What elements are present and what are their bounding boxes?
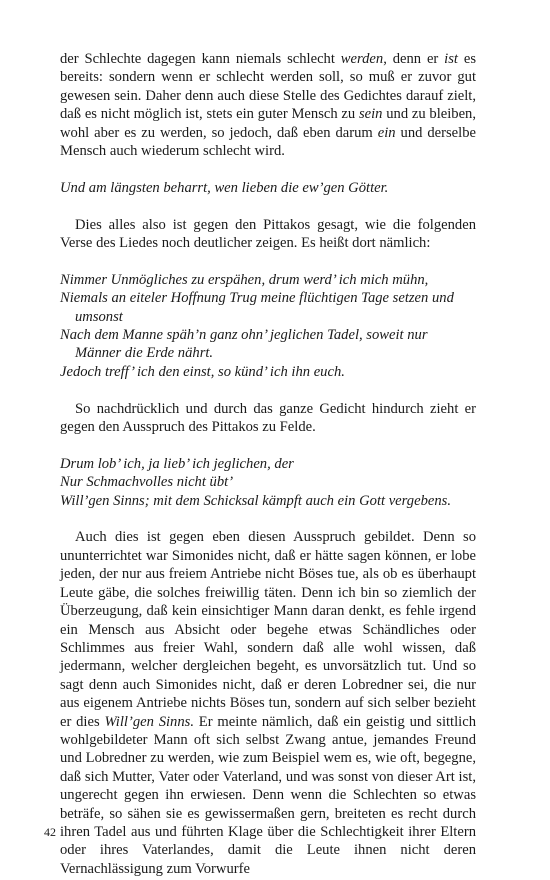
text-run: es bereits: sondern wenn er schlecht werden soll, so muß er zuvor gut gewesen sein. Daher denn auch diese Stelle des Gedichtes darauf zielt, daß es nicht möglich ist, stets ein guter Mensch zu — [60, 51, 476, 123]
spacer — [60, 197, 476, 215]
text-run: Er meinte nämlich, daß ein geistig und sittlich wohlgebildeter Mann oft sich selbst Zwang antue, jemandes Freund und Lobredner zu werden, wie zum Beispiel wem es, wie oft, begegne, daß sich Mutter, Vater oder Vaterland, und was sonst von dieser Art ist, ungerecht gegen ihn erwiesen. Denn wenn die Schlechten so etwas beträfe, so sähen sie es gewissermaßen gern, breiteten es recht durch ihren Tadel aus und führten Klage über die Schlechtigkeit ihrer Eltern oder ihres Vaterlandes, damit die Leute ihnen nicht deren Vernachlässigung zum Vorwurfe — [60, 713, 476, 877]
paragraph-1 — [60, 50, 476, 160]
verse-line: Drum lob’ ich, ja lieb’ ich jeglichen, der — [60, 455, 294, 472]
paragraph-3 — [60, 400, 476, 437]
spacer — [60, 160, 476, 178]
verse-line: Und am längsten beharrt, wen lieben die ew’gen Götter. — [60, 179, 389, 196]
verse-line: Will’gen Sinns; mit dem Schicksal kämpft auch ein Gott vergebens. — [60, 492, 451, 509]
italic-run: ist — [444, 51, 458, 67]
text-run: So nachdrücklich und durch das ganze Gedicht hindurch zieht er gegen den Ausspruch des Pittakos zu Felde. — [60, 400, 476, 436]
page-number: 42 — [44, 825, 56, 839]
text-run: Auch dies ist gegen eben diesen Ausspruch gebildet. Denn so ununterrichtet war Simonides nicht, daß er hätte sagen können, er lobe jeden, der nur aus freiem Antriebe nicht Böses tue, als ob es überhaupt Leute gäbe, die solches freiwillig täten. Denn ich bin so ziemlich der Überzeugung, daß kein einsichtiger Mann daran denkt, es fehle irgend ein Mensch aus Absicht oder begehe etwas Schändliches oder Schlimmes aus freier Wahl, sondern daß alle wohl wissen, daß jedermann, welcher dergleichen begeht, es unvorsätzlich tut. Und so sagt denn auch Simonides nicht, daß er deren Lobredner sei, die nur aus eigenem Antriebe nichts Böses tun, sondern auf sich selber bezieht er dies — [60, 529, 476, 730]
text-run: und zu bleiben, wohl aber es zu werden, so jedoch, daß eben darum — [60, 106, 476, 141]
spacer — [60, 510, 476, 528]
verse-3 — [60, 455, 476, 510]
text-run: und derselbe Mensch auch wiederum schlecht wird. — [60, 124, 476, 160]
spacer — [60, 252, 476, 270]
verse-1 — [60, 179, 476, 197]
text-run: Dies alles also ist gegen den Pittakos gesagt, wie die folgenden Verse des Liedes noch deutlicher zeigen. Es heißt dort nämlich: — [60, 216, 476, 252]
italic-run: Will’gen Sinns. — [104, 713, 194, 730]
paragraph-2 — [60, 216, 476, 253]
verse-line: Niemals an eiteler Hoffnung Trug meine flüchtigen Tage setzen und umsonst — [60, 290, 454, 325]
italic-run: werden — [340, 51, 384, 67]
verse-line: Jedoch treff’ ich den einst, so künd’ ich ihn euch. — [60, 363, 345, 380]
text-run: der Schlechte dagegen kann niemals schlecht — [60, 51, 341, 67]
italic-run: ein — [377, 124, 396, 141]
text-block — [60, 50, 476, 878]
verse-line: Nach dem Manne späh’n ganz ohn’ jeglichen Tadel, soweit nur Männer die Erde nährt. — [60, 327, 428, 362]
spacer — [60, 436, 476, 454]
paragraph-4 — [60, 528, 476, 878]
italic-run: sein — [358, 106, 383, 123]
spacer — [60, 381, 476, 399]
verse-line: Nimmer Unmögliches zu erspähen, drum werd’ ich mich mühn, — [60, 271, 429, 288]
verse-line: Nur Schmachvolles nicht übt’ — [60, 474, 234, 491]
text-run: , denn er — [383, 51, 445, 67]
verse-2 — [60, 271, 476, 381]
